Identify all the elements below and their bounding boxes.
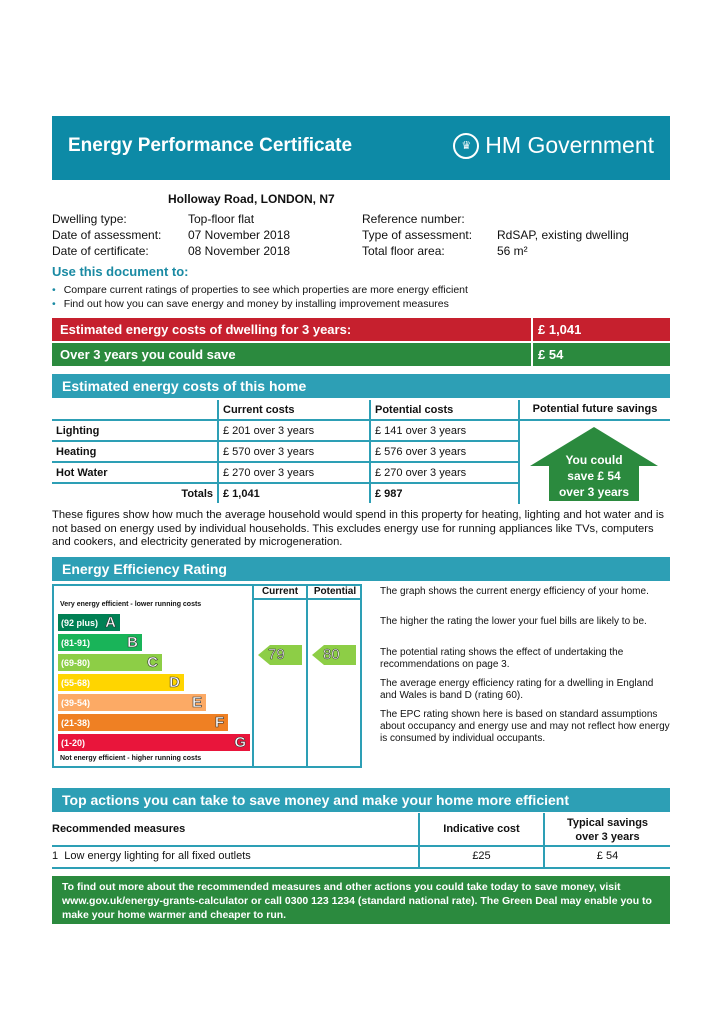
dwelling-type-value: Top-floor flat xyxy=(188,212,255,226)
rating-band-b: (81-91) B xyxy=(58,634,142,651)
rating-band-d: (55-68) D xyxy=(58,674,184,691)
row-potential: £ 576 over 3 years xyxy=(370,441,518,462)
rating-heading: Energy Efficiency Rating xyxy=(62,561,227,577)
certificate-date-value: 08 November 2018 xyxy=(188,244,291,258)
savings-bar xyxy=(52,343,670,366)
estimated-cost-value: £ 1,041 xyxy=(538,322,582,337)
rating-band-c: (69-80) C xyxy=(58,654,162,671)
estimated-cost-bar xyxy=(52,318,670,341)
col-measures: Recommended measures xyxy=(52,823,186,835)
total-current: £ 1,041 xyxy=(218,483,370,503)
potential-rating: 80 xyxy=(323,646,340,663)
use-heading: Use this document to: xyxy=(52,264,189,279)
certificate-date-label: Date of certificate: xyxy=(52,244,149,258)
rating-note: The average energy efficiency rating for a dwelling in England and Wales is band D (rating 60). xyxy=(380,678,654,701)
actions-heading-bar xyxy=(52,788,670,812)
dwelling-type-label: Dwelling type: xyxy=(52,212,127,226)
totals-label: Totals xyxy=(52,483,218,503)
table-row xyxy=(52,462,518,483)
rating-band-f: (21-38) F xyxy=(58,714,228,731)
assessment-date-label: Date of assessment: xyxy=(52,228,162,242)
rating-band-e: (39-54) E xyxy=(58,694,206,711)
bottom-caption: Not energy efficient - higher running costs xyxy=(60,755,202,762)
certificate-header xyxy=(52,116,670,180)
top-caption: Very energy efficient - lower running costs xyxy=(60,601,202,608)
row-name: Hot Water xyxy=(52,462,218,483)
table-row xyxy=(52,441,518,462)
estimated-cost-label: Estimated energy costs of dwelling for 3 years: xyxy=(60,322,352,337)
info-footer xyxy=(52,876,670,924)
totals-row xyxy=(52,483,518,503)
actions-table xyxy=(52,813,670,869)
row-name: Lighting xyxy=(52,420,218,441)
savings-arrow-text: You could save £ 54 over 3 years xyxy=(558,453,630,499)
rating-note: The EPC rating shown here is based on standard assumptions about occupancy and energy use and may not reflect how energy is consumed by individual occupants. xyxy=(380,709,670,744)
col-savings: Typical savings over 3 years xyxy=(566,817,649,843)
table-row xyxy=(52,420,518,441)
col-cost: Indicative cost xyxy=(443,823,520,835)
total-potential: £ 987 xyxy=(375,487,403,500)
rating-note: The higher the rating the lower your fuel bills are likely to be. xyxy=(380,616,647,627)
actions-heading: Top actions you can take to save money and make your home more efficient xyxy=(62,792,569,808)
rating-heading-bar xyxy=(52,557,670,581)
floor-area-value: 56 m² xyxy=(497,244,528,258)
row-current: £ 201 over 3 years xyxy=(218,420,370,441)
hm-government-logo xyxy=(453,132,654,159)
savings-label: Over 3 years you could save xyxy=(60,347,236,362)
action-row: 1 Low energy lighting for all fixed outlets xyxy=(52,850,251,862)
col-potential-costs: Potential costs xyxy=(370,400,518,420)
costs-heading: Estimated energy costs of this home xyxy=(62,378,307,394)
col-potential-rating: Potential xyxy=(313,586,357,597)
reference-label: Reference number: xyxy=(362,212,465,226)
action-saving: £ 54 xyxy=(596,850,619,862)
row-current: £ 270 over 3 years xyxy=(218,462,370,483)
col-current-rating: Current xyxy=(261,586,299,597)
footer-text: To find out more about the recommended measures and other actions you could take today to save money, visit www.gov.uk/energy-grants-calculator or call 0300 123 1234 (standard national rate). The Green Deal may enable you to make your home warmer and cheaper to run. xyxy=(62,881,652,921)
row-current: £ 570 over 3 years xyxy=(218,441,370,462)
rating-note: The graph shows the current energy efficiency of your home. xyxy=(380,586,649,597)
certificate-title: Energy Performance Certificate xyxy=(68,135,353,156)
savings-value: £ 54 xyxy=(538,347,564,362)
col-current-costs: Current costs xyxy=(218,400,370,420)
gov-label: HM Government xyxy=(485,132,654,158)
floor-area-label: Total floor area: xyxy=(362,244,445,258)
rating-band-a: (92 plus) A xyxy=(58,614,120,631)
row-name: Heating xyxy=(52,441,218,462)
assessment-date-value: 07 November 2018 xyxy=(188,228,291,242)
rating-band-g: (1-20) G xyxy=(58,734,250,751)
action-cost: £25 xyxy=(472,850,491,862)
row-potential: £ 141 over 3 years xyxy=(370,420,518,441)
row-potential: £ 270 over 3 years xyxy=(370,462,518,483)
use-bullet: • Find out how you can save energy and money by installing improvement measures xyxy=(52,298,449,310)
costs-note: These figures show how much the average household would spend in this property for heating, lighting and hot water and is not based on energy used by individual households. This excludes energy use for running appliances like TVs, computers and cookers, and electricity generated by microgeneration. xyxy=(52,509,664,548)
rating-note: The potential rating shows the effect of undertaking the recommendations on page 3. xyxy=(380,647,624,670)
property-address: Holloway Road, LONDON, N7 xyxy=(168,192,335,206)
costs-table xyxy=(52,400,518,503)
col-future-savings: Potential future savings xyxy=(520,400,670,421)
use-bullet: • Compare current ratings of properties to see which properties are more energy efficient xyxy=(52,284,468,296)
assessment-type-value: RdSAP, existing dwelling xyxy=(497,228,629,242)
assessment-type-label: Type of assessment: xyxy=(362,228,473,242)
current-rating: 79 xyxy=(268,646,285,663)
crest-icon: ♛ xyxy=(453,133,479,159)
costs-heading-bar xyxy=(52,374,670,398)
